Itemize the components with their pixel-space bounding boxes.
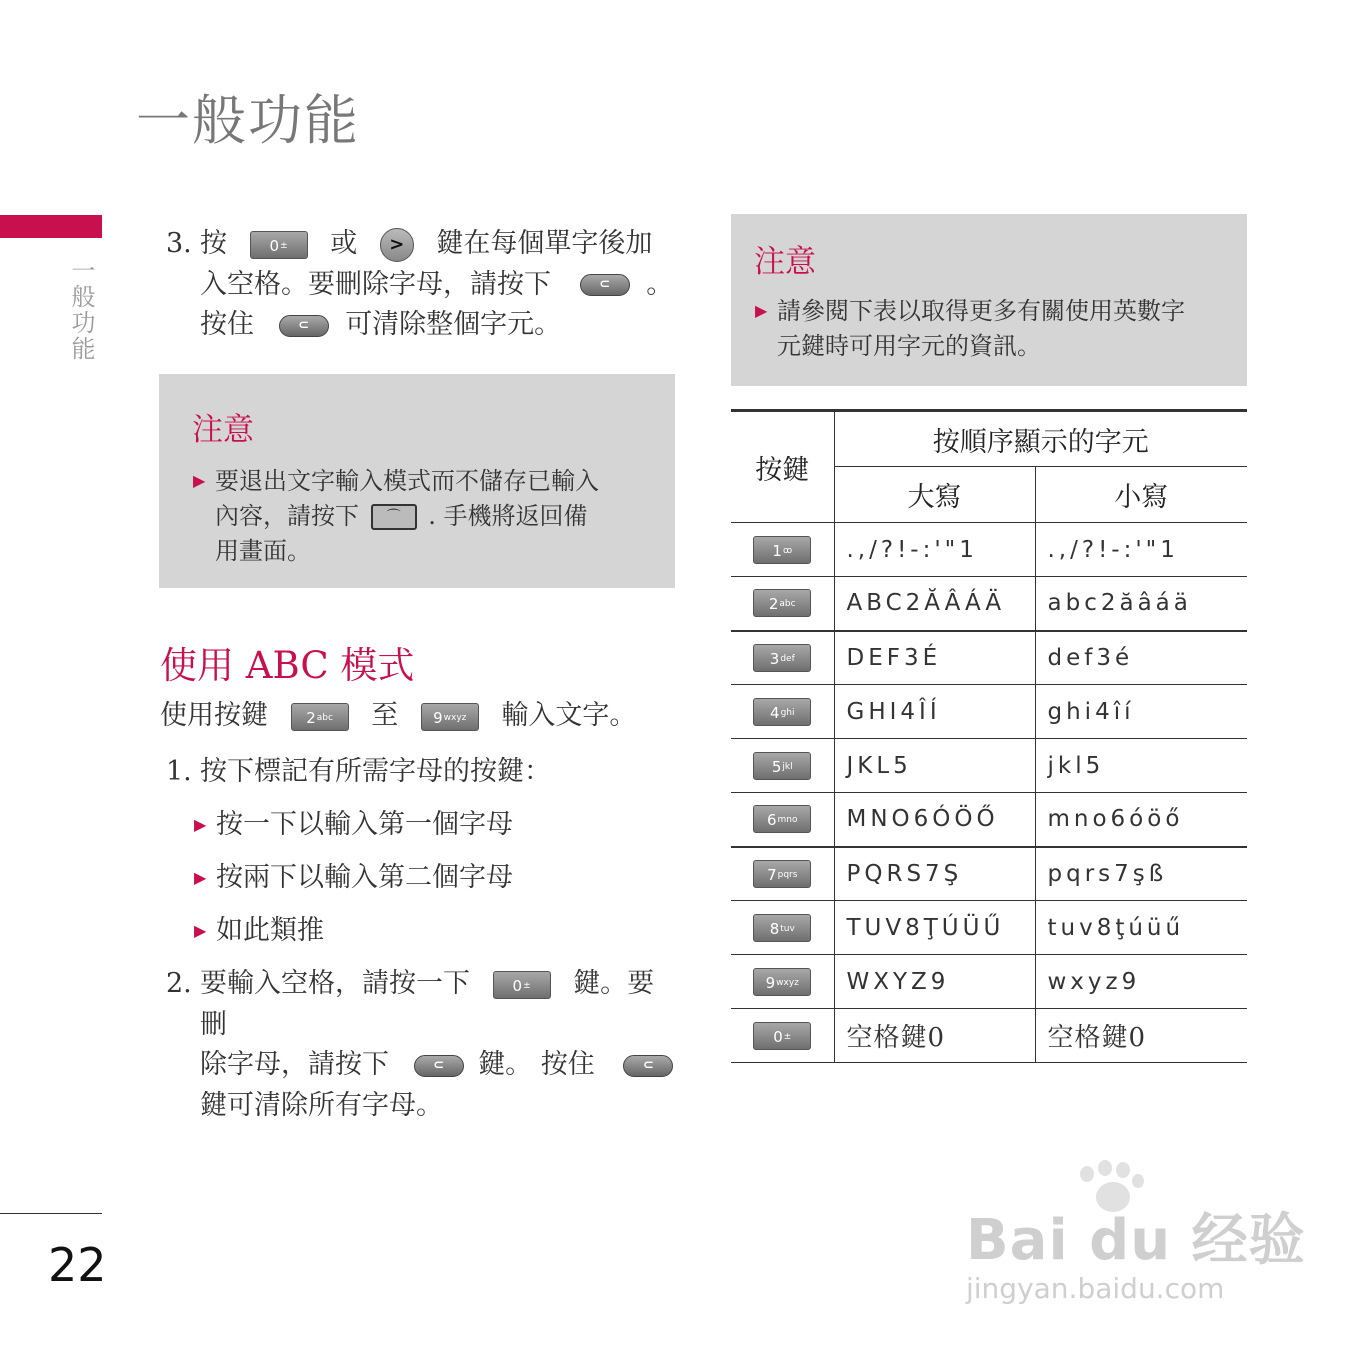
zero-key-icon: 0± [753,1022,811,1050]
note-body [755,294,1235,364]
table-row [731,847,1247,901]
note-line: 請參閱下表以取得更多有關使用英數字 [777,297,1185,325]
table-header-row [731,411,1247,467]
nav-right-key-icon: > [380,228,414,262]
key-1-icon: $1^ꝏ$ [753,536,811,564]
note-box [159,374,675,588]
end-key-icon: ⌒ [371,504,417,530]
upper-chars: JKL5 [834,739,1035,793]
table-row [731,739,1247,793]
header-lower: 小寫 [1035,467,1247,523]
step-1 [166,752,676,793]
table-row [731,577,1247,631]
watermark [966,1160,1306,1305]
bullet-triangle-icon: ▶ [755,301,768,320]
table-row [731,955,1247,1009]
upper-chars: MNO6ÓÖŐ [834,793,1035,847]
step-text: 鍵。 按住 [478,1049,595,1080]
lower-chars: 空格鍵0 [1035,1009,1247,1063]
list-item [194,858,513,899]
header-key: 按鍵 [731,411,834,523]
lower-chars: mno6óöő [1035,793,1247,847]
upper-chars: 空格鍵0 [834,1009,1035,1063]
key-4-icon: $4^{ghi}$ [753,698,811,726]
intro-line [160,696,680,737]
bullet-triangle-icon: ▶ [194,921,207,940]
section-marker-bar [0,215,102,238]
step-text: 要輸入空格，請按一下 [200,968,470,999]
clear-key-icon: ⊂ [414,1055,464,1077]
note-line: 內容，請按下 [215,501,359,530]
intro-text: 輸入文字。 [501,700,637,731]
note-title: 注意 [192,412,254,448]
bullet-triangle-icon: ▶ [194,815,207,834]
step-text: 。 [646,268,674,300]
note-line: 用畫面。 [215,536,311,565]
header-upper: 大寫 [834,467,1035,523]
step-number: 1. [166,756,192,787]
upper-chars: GHI4ÎÍ [834,685,1035,739]
key-2-icon: $2^{abc}$ [753,589,811,617]
key-9-icon: $9^{wxyz}$ [421,703,479,731]
key-3-icon: $3^{def}$ [753,644,811,672]
side-section-label: 一般功能 [67,258,95,362]
table-row [731,523,1247,577]
list-item [194,911,324,952]
lower-chars: .,/?!-:'"1 [1035,523,1247,577]
upper-chars: TUV8ŢÚÜŰ [834,901,1035,955]
clear-key-icon: ⊂ [580,274,630,296]
step-3 [166,224,676,346]
step-2 [166,964,676,1126]
lower-chars: def3é [1035,631,1247,685]
step-text: 鍵。要刪 [200,968,655,1040]
list-item [194,805,513,846]
key-9-icon: $9^{wxyz}$ [753,968,811,996]
step-text: 或 [330,228,358,259]
table-row [731,1009,1247,1063]
key-8-icon: $8^{tuv}$ [753,914,811,942]
watermark-logo: Bai du 经验 [966,1208,1306,1273]
step-text: 按住 [200,309,254,340]
upper-chars: WXYZ9 [834,955,1035,1009]
upper-chars: ABC2ĂÂÁÄ [834,577,1035,631]
bullet-triangle-icon: ▶ [193,471,206,490]
step-text: 按 [200,228,227,259]
step-text: 可清除整個字元。 [345,309,562,340]
lower-chars: ghi4îí [1035,685,1247,739]
key-7-icon: $7^{pqrs}$ [753,860,811,888]
lower-chars: jkl5 [1035,739,1247,793]
character-table [731,409,1247,1063]
key-6-icon: $6^{mno}$ [753,805,811,833]
clear-key-icon: ⊂ [279,315,329,337]
lower-chars: abc2ăâáä [1035,577,1247,631]
watermark-url: jingyan.baidu.com [966,1272,1225,1305]
zero-key-icon: 0± [493,971,551,999]
note-line: . 手機將返回備 [428,501,588,530]
list-item-text: 按兩下以輸入第二個字母 [216,862,513,893]
zero-key-icon: 0± [250,231,308,259]
upper-chars: PQRS7Ş [834,847,1035,901]
table-row [731,793,1247,847]
footer-rule [0,1213,102,1214]
step-text: 入空格。要刪除字母，請按下 [200,268,551,300]
step-text: 按下標記有所需字母的按鍵： [200,756,551,787]
lower-chars: pqrs7şß [1035,847,1247,901]
step-number: 2. [166,968,192,999]
step-text: 除字母，請按下 [200,1049,389,1080]
bullet-triangle-icon: ▶ [194,868,207,887]
step-text: 鍵可清除所有字母。 [200,1089,443,1121]
intro-text: 使用按鍵 [160,700,268,731]
table-row [731,901,1247,955]
header-chars: 按順序顯示的字元 [834,411,1247,467]
page-number: 22 [48,1238,107,1292]
table-row [731,631,1247,685]
table-row [731,685,1247,739]
list-item-text: 按一下以輸入第一個字母 [216,809,513,840]
note-box [731,214,1247,386]
step-number: 3. [166,228,192,259]
upper-chars: .,/?!-:'"1 [834,523,1035,577]
note-line: 元鍵時可用字元的資訊。 [777,331,1041,360]
key-5-icon: $5^{jkl}$ [753,752,811,780]
note-title: 注意 [754,244,816,280]
key-2-icon: $2^{abc}$ [291,703,349,731]
page-title: 一般功能 [136,89,360,152]
note-line: 要退出文字輸入模式而不儲存已輸入 [215,467,599,495]
lower-chars: wxyz9 [1035,955,1247,1009]
lower-chars: tuv8ţúüű [1035,901,1247,955]
step-text: 鍵在每個單字後加 [436,228,653,259]
clear-key-icon: ⊂ [623,1055,673,1077]
upper-chars: DEF3É [834,631,1035,685]
intro-text: 至 [371,700,399,731]
list-item-text: 如此類推 [216,915,324,946]
section-heading: 使用 ABC 模式 [160,644,415,687]
note-body [193,464,653,568]
